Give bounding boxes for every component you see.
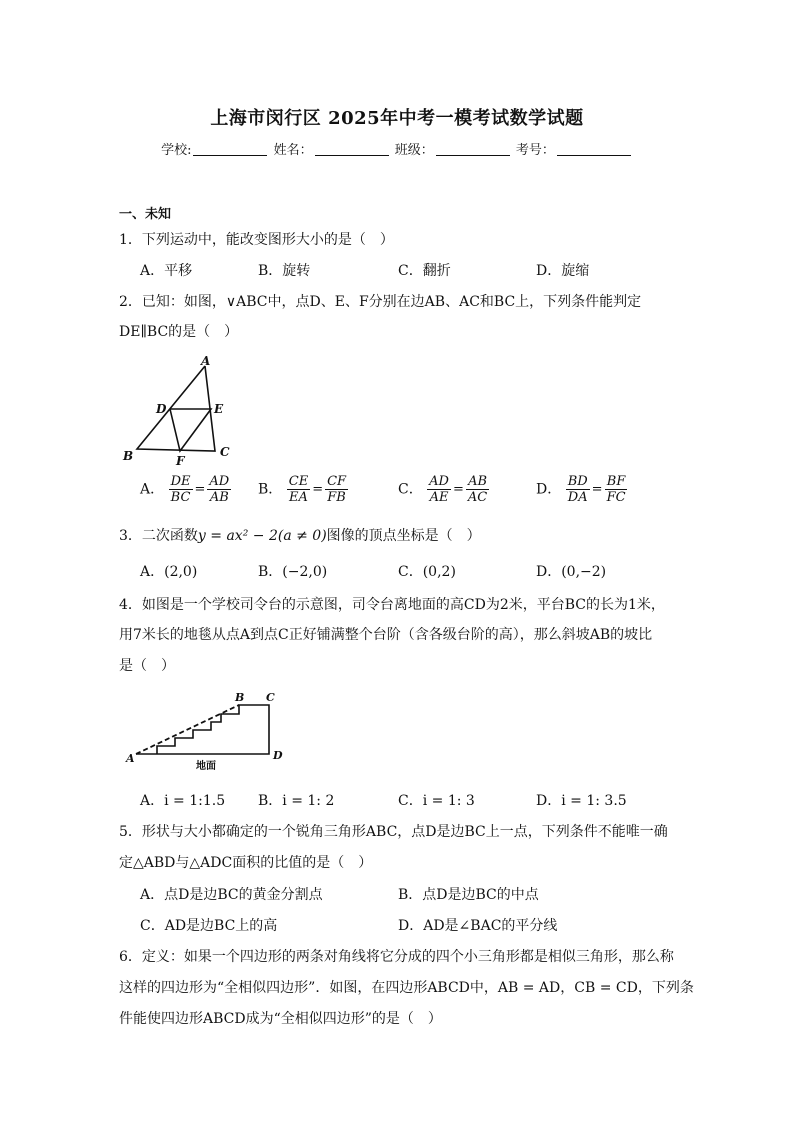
class-blank	[436, 143, 510, 156]
question-6-line2: 这样的四边形为“全相似四边形”．如图，在四边形ABCD中，AB = AD，CB = CD，下列条	[119, 980, 694, 996]
label-b: B	[123, 449, 134, 463]
label-d: D	[273, 749, 283, 762]
q2-c-den-1: AE	[429, 490, 449, 505]
school-blank	[193, 143, 267, 156]
q2-option-a	[140, 474, 231, 505]
q2-option-b-letter: B．	[258, 481, 283, 498]
ground-label: 地面	[196, 761, 216, 772]
q3-stem-pre: 3．二次函数	[119, 528, 198, 544]
equals-sign: =	[312, 482, 324, 497]
q2-c-den-2: AC	[467, 490, 488, 505]
name-label: 姓名：	[273, 143, 313, 158]
q2-b-den-1: EA	[289, 490, 308, 505]
q2-c-fraction-2	[466, 474, 489, 505]
q2-b-num-1: CE	[288, 474, 309, 489]
label-c: C	[220, 445, 230, 459]
q2-b-fraction-2	[325, 474, 348, 505]
q2-d-den-1: DA	[567, 490, 588, 505]
q2-option-c-letter: C．	[398, 481, 423, 498]
q1-option-c: C．翻折	[398, 263, 451, 279]
q3-option-c: C．(0,2)	[398, 564, 456, 580]
q5-option-b: B．点D是边BC的中点	[398, 887, 539, 903]
q4-option-b: B．i = 1: 2	[258, 793, 335, 809]
q3-option-b: B．(−2,0)	[258, 564, 328, 580]
q2-option-d-letter: D．	[536, 481, 562, 498]
label-c: C	[266, 691, 275, 704]
q2-c-num-1: AD	[429, 474, 449, 489]
slope-ab	[136, 705, 239, 754]
question-2-stem-line2: DE∥BC的是（ ）	[119, 324, 239, 340]
q2-option-b	[258, 474, 348, 505]
q4-staircase-figure	[120, 688, 290, 774]
q3-formula: y = ax² − 2(a ≠ 0)	[197, 528, 327, 544]
q4-option-a: A．i = 1:1.5	[140, 793, 226, 809]
q5-option-c: C．AD是边BC上的高	[140, 918, 278, 934]
q2-a-fraction-2	[207, 474, 231, 505]
q2-option-d	[536, 474, 628, 505]
staircase-steps	[136, 705, 269, 754]
q1-option-d: D．旋缩	[536, 263, 590, 279]
question-4-line3: 是（ ）	[119, 658, 175, 674]
inner-triangle-def	[170, 409, 211, 451]
question-6-line1: 6．定义：如果一个四边形的两条对角线将它分成的四个小三角形都是相似三角形，那么称	[119, 949, 674, 965]
equals-sign: =	[452, 482, 464, 497]
section-heading: 一、未知	[119, 207, 172, 222]
q2-a-fraction-1	[169, 474, 193, 505]
question-3-stem	[119, 525, 481, 545]
question-2-stem-line1: 2．已知：如图，∨ABC中，点D、E、F分别在边AB、AC和BC上，下列条件能判定	[119, 294, 642, 310]
school-label: 学校:	[161, 143, 192, 158]
q3-option-a: A．(2,0)	[140, 564, 198, 580]
question-5-line2: 定△ABD与△ADC面积的比值的是（ ）	[119, 855, 373, 871]
label-a: A	[201, 354, 211, 368]
page-title: 上海市闵行区 2025年中考一模考试数学试题	[210, 108, 584, 129]
name-blank	[315, 143, 389, 156]
q2-d-den-2: FC	[606, 490, 626, 505]
q1-option-b: B．旋转	[258, 263, 311, 279]
q2-b-den-2: FB	[327, 490, 346, 505]
q2-b-num-2: CF	[327, 474, 347, 489]
exam-no-blank	[557, 143, 631, 156]
question-1-stem: 1．下列运动中，能改变图形大小的是（ ）	[119, 232, 394, 248]
exam-no-label: 考号：	[515, 143, 555, 158]
label-d: D	[156, 402, 167, 416]
equals-sign: =	[591, 482, 603, 497]
q1-option-a: A．平移	[140, 263, 193, 279]
label-f: F	[176, 454, 185, 468]
q2-option-c	[398, 474, 489, 505]
question-6-line3: 件能使四边形ABCD成为“全相似四边形”的是（ ）	[119, 1011, 442, 1027]
q5-option-d: D．AD是∠BAC的平分线	[398, 918, 558, 934]
q2-c-fraction-1	[427, 474, 451, 505]
label-e: E	[214, 402, 224, 416]
equals-sign: =	[194, 482, 206, 497]
q2-a-den-2: AB	[209, 490, 229, 505]
q2-c-num-2: AB	[468, 474, 488, 489]
q3-option-d: D．(0,−2)	[536, 564, 607, 580]
label-b: B	[235, 691, 245, 704]
q4-option-c: C．i = 1: 3	[398, 793, 475, 809]
question-4-line2: 用7米长的地毯从点A到点C正好铺满整个台阶（含各级台阶的高），那么斜坡AB的坡比	[119, 627, 653, 643]
q2-d-fraction-1	[566, 474, 590, 505]
q2-d-fraction-2	[605, 474, 628, 505]
q2-a-num-1: DE	[170, 474, 191, 489]
q2-triangle-figure	[118, 352, 238, 470]
q5-option-a: A．点D是边BC的黄金分割点	[140, 887, 323, 903]
q2-d-num-2: BF	[606, 474, 626, 489]
q3-stem-post: 图像的顶点坐标是（ ）	[326, 528, 481, 544]
question-4-line1: 4．如图是一个学校司令台的示意图，司令台离地面的高CD为2米，平台BC的长为1米，	[119, 597, 665, 613]
q4-option-d: D．i = 1: 3.5	[536, 793, 627, 809]
question-5-line1: 5．形状与大小都确定的一个锐角三角形ABC，点D是边BC上一点，下列条件不能唯一确	[119, 824, 668, 840]
q2-option-a-letter: A．	[140, 481, 165, 498]
q2-a-num-2: AD	[209, 474, 230, 489]
q2-d-num-1: BD	[567, 474, 588, 489]
class-label: 班级：	[394, 143, 434, 158]
q2-a-den-1: BC	[170, 490, 191, 505]
q2-b-fraction-1	[287, 474, 310, 505]
label-a: A	[126, 752, 135, 765]
student-info-fields	[0, 139, 794, 158]
